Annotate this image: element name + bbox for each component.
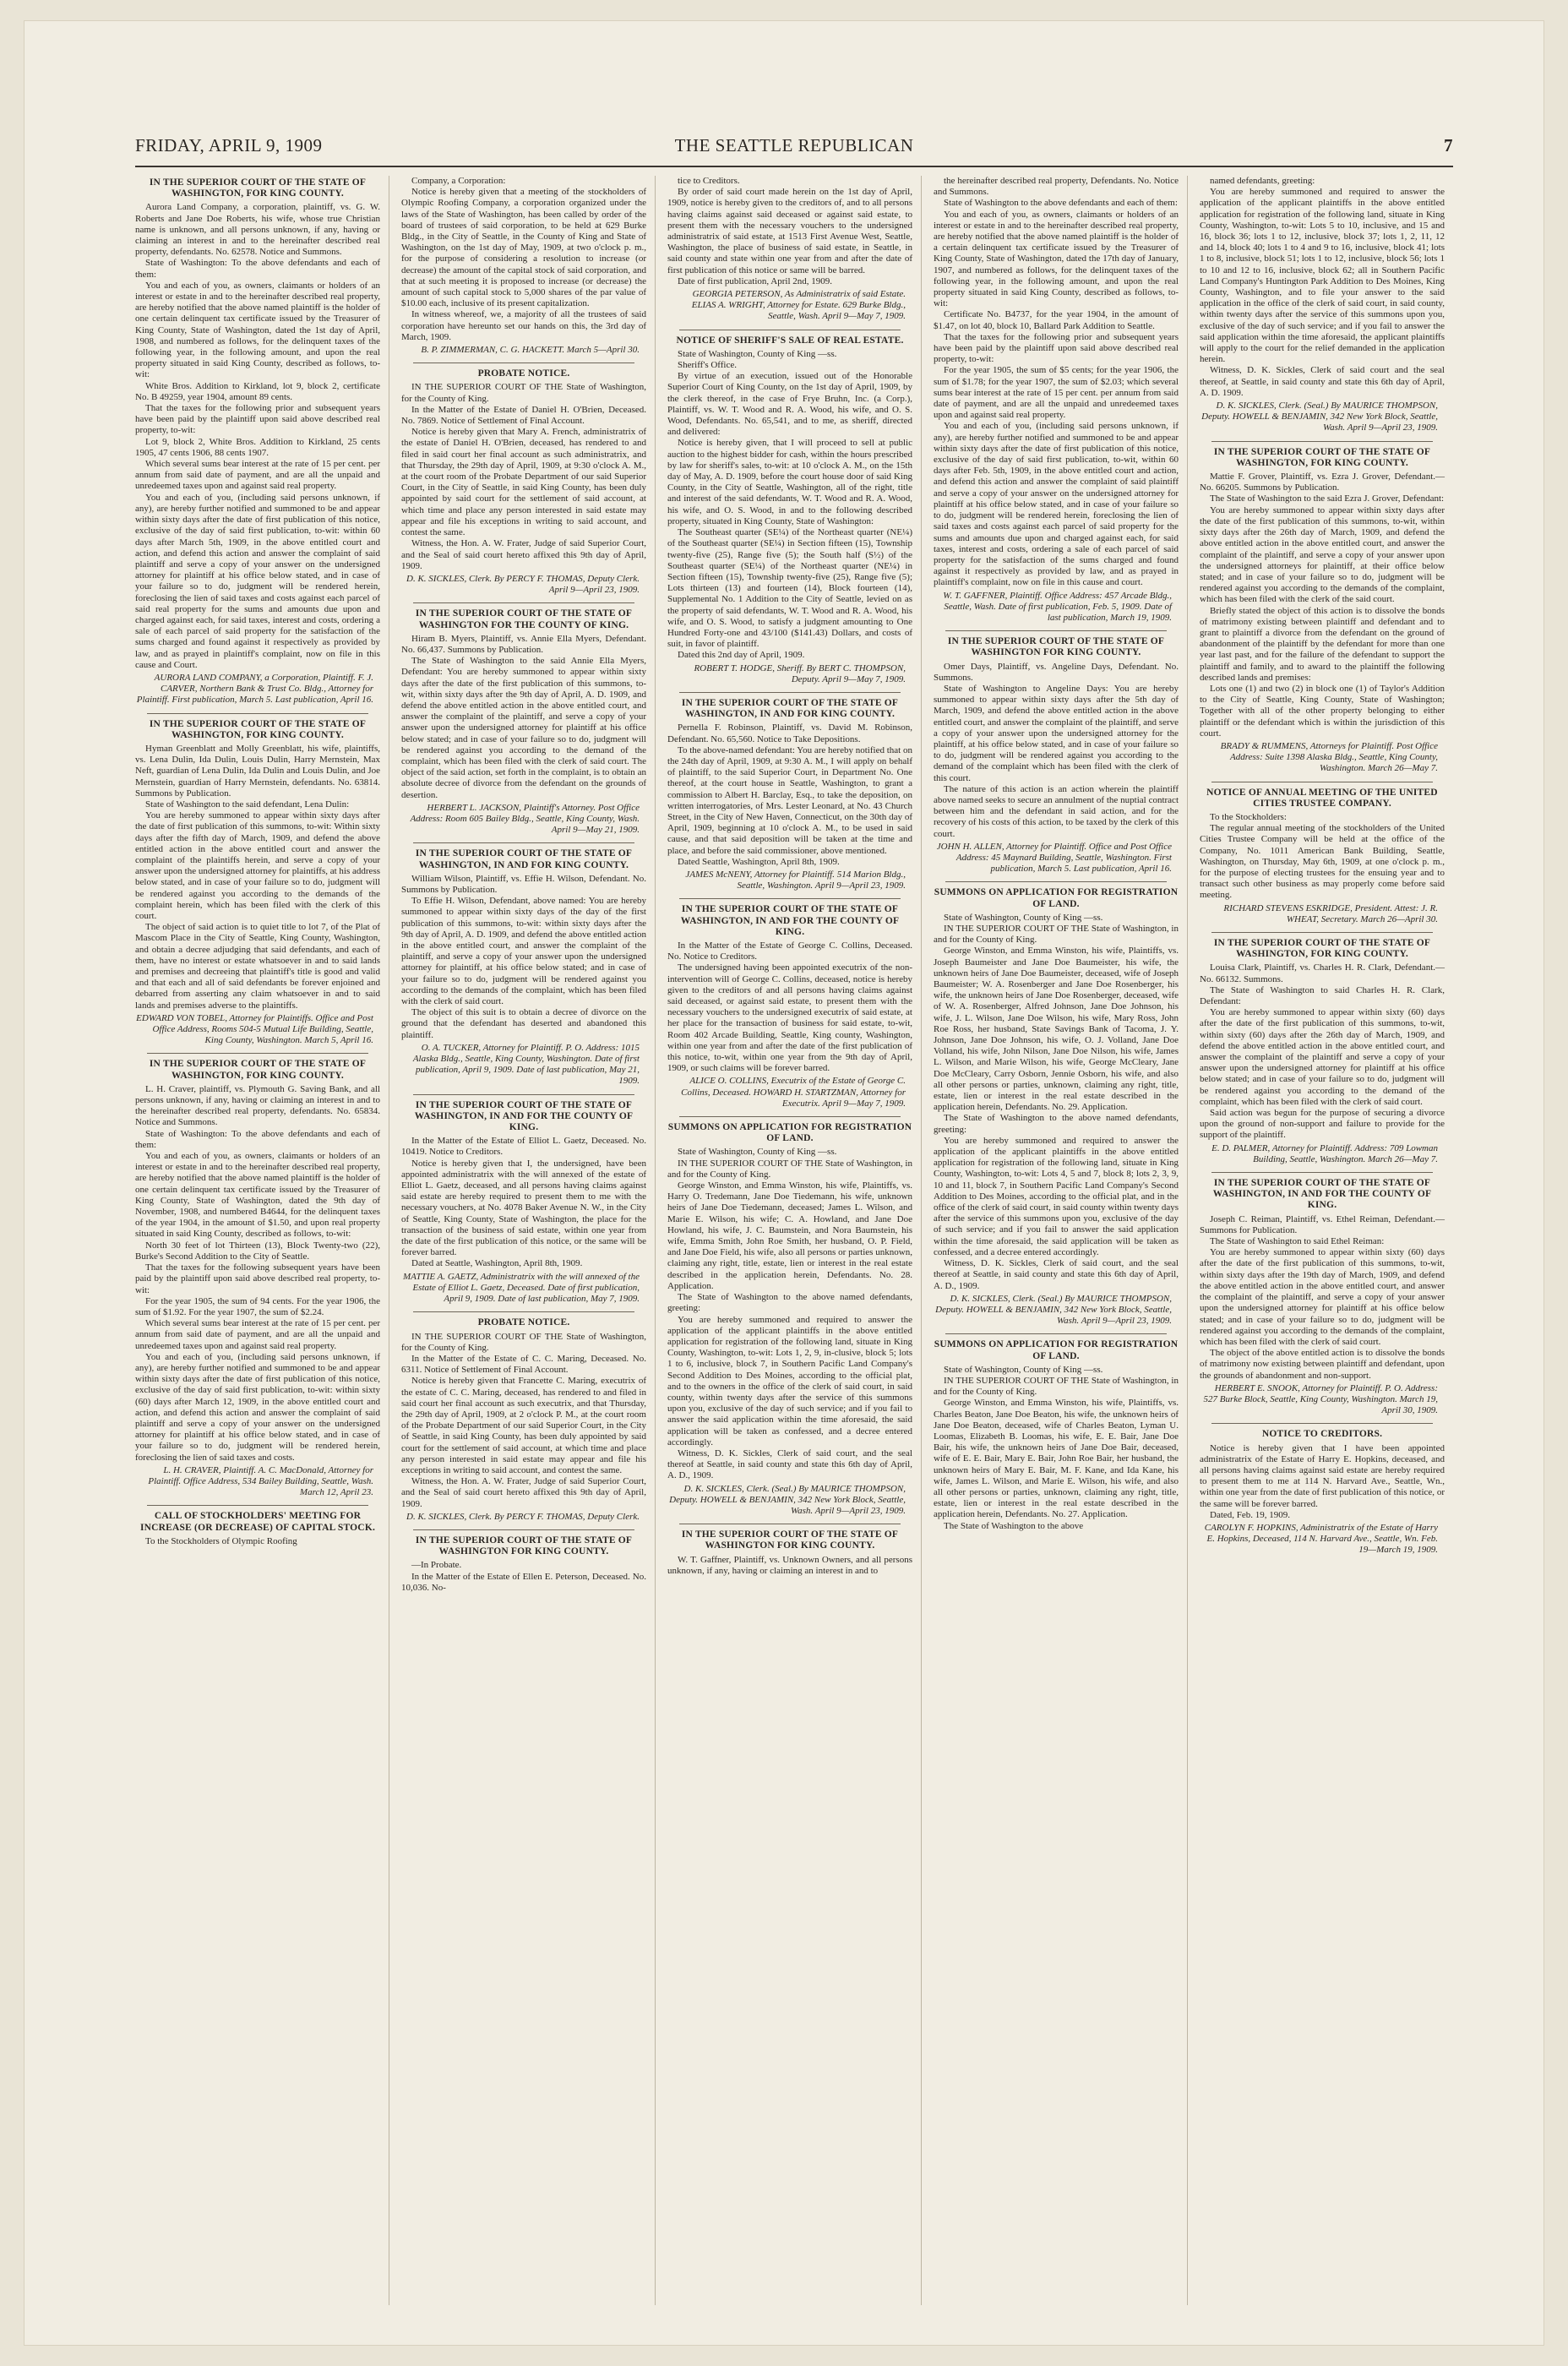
notice-paragraph: The object of said action is to quiet title to lot 7, of the Plat of Mascom Place in the City of Seattle, King County, Washington, and obtain a decree adjudging that said defendants, and each of them, have no interest or estate whatsoever in and to said lands and premises and decreeing that plaintiff's title is good and valid and that each and all of said defendants be forever enjoined and debarred from asserting any claim whatsoever in and to said lands and premises adverse to the plaintiffs. (135, 922, 380, 1011)
notice-heading: SUMMONS ON APPLICATION FOR REGISTRATION OF LAND. (667, 1122, 912, 1144)
notice-paragraph: In the Matter of the Estate of Elliot L. Gaetz, Deceased. No. 10419. Notice to Creditors. (401, 1136, 646, 1158)
notice-paragraph: You are hereby summoned to appear within sixty days after the date of the first publication of this summons, to-wit, within sixty days after the 26th day of March, 1909, and defend the above entitled action in the above entitled court, and answer the complaint of the plaintiff, and serve a copy of your answer upon the undersigned attorneys for plaintiff, at their office below stated; and in case of your failure so to do, judgment will be rendered against you according to the demands of the complaint, which has been filed with the clerk of the said court. (1200, 504, 1445, 605)
legal-notice (135, 719, 380, 1047)
notice-paragraph: IN THE SUPERIOR COURT OF THE State of Washington, in and for the County of King. (934, 924, 1179, 946)
notice-signature: L. H. CRAVER, Plaintiff. A. C. MacDonald, Attorney for Plaintiff. Office Address, 534 Bailey Building, Seattle, Wash. March 12, April 23. (148, 1464, 373, 1498)
notice-divider (413, 602, 634, 603)
notice-body (667, 1555, 912, 1577)
notice-divider (1211, 1423, 1433, 1424)
notice-paragraph: —In Probate. (411, 1560, 462, 1571)
notice-paragraph: Notice is hereby given that Mary A. French, administratrix of the estate of Daniel H. O'Brien, deceased, has rendered to and filed in said court her final account as such administratrix, and that Thursday, the 29th day of April, 1909, at 9:30 o'clock A. M., at the court room of the Probate Department of our said Superior Court, in the City of Seattle, in said King County, has been duly appointed by said court for the settlement of said account, at which time and place any person interested in said estate may appear and file his exceptions in writing to said account, and contest the same. (401, 427, 646, 538)
notice-paragraph: You and each of you, as owners, claimants or holders of an interest or estate in and to the hereinafter described real property, are hereby notified that the above named plaintiff is the holder of one certain delinquent tax certificate issued by the Treasurer of King County, State of Washington, dated the 1st day of April, 1908, and numbered as follows, for the delinquent taxes of the following year, in the following amount, and upon the real property situated in said King County, described as follows, to-wit: (135, 280, 380, 380)
notice-body (667, 940, 912, 1074)
notice-signature: ALICE O. COLLINS, Executrix of the Estate of George C. Collins, Deceased. HOWARD H. STARTZMAN, Attorney for Executrix. April 9—May 7, 1909. (681, 1076, 906, 1109)
notice-paragraph: State of Washington, County of King —ss. (678, 1147, 837, 1158)
notice-paragraph: State of Washington, County of King —ss. (944, 1364, 1103, 1375)
notice-paragraph: In the Matter of the Estate of Daniel H. O'Brien, Deceased. No. 7869. Notice of Settlement of Final Account. (401, 404, 646, 427)
notice-paragraph: IN THE SUPERIOR COURT OF THE State of Washington, for the County of King. (401, 1331, 646, 1353)
notice-paragraph: tice to Creditors. (678, 176, 740, 186)
notice-paragraph: Notice is hereby given that a meeting of the stockholders of Olympic Roofing Company, a corporation organized under the laws of the State of Washington, has been called by order of the board of trustees of said corporation, to be held at 629 Burke Bldg., in the City of Seattle, in the County of King and State of Washington, on the 1st day of May, 1909, at two o'clock p. m., for the purpose of considering a resolution to increase (or decrease) the amount of the capital stock of said corporation, and that at such meeting it is proposed to increase (or decrease) the amount of such capital stock to 5,000 shares of the par value of $10.00 each, inclusive of its present capitalization. (401, 187, 646, 309)
notice-heading: IN THE SUPERIOR COURT OF THE STATE OF WASHINGTON, FOR KING COUNTY. (1213, 938, 1431, 960)
notice-paragraph: That the taxes for the following subsequent years have been paid by the plaintiff upon said above described real property, to-wit: (135, 1262, 380, 1295)
column-3 (667, 176, 922, 2305)
notice-heading: IN THE SUPERIOR COURT OF THE STATE OF WASHINGTON, IN AND FOR KING COUNTY. (415, 848, 633, 870)
notice-paragraph: That the taxes for the following prior and subsequent years have been paid by the plaintiff upon said above described real property, to-wit: (934, 331, 1179, 365)
legal-notice (135, 1511, 380, 1547)
notice-paragraph: named defendants, greeting: (1210, 176, 1315, 186)
notice-paragraph: Which several sums bear interest at the rate of 15 per cent. per annum from said date of payment, and are all the unpaid and unredeemed taxes upon and against said real property. (135, 459, 380, 492)
notice-body (1200, 472, 1445, 739)
notice-body (401, 874, 646, 1041)
notice-signature: JOHN H. ALLEN, Attorney for Plaintiff. Office and Post Office Address: 45 Maynard Building, Seattle, Washington. First publication, March 5. Last publication, April 16. (936, 841, 1172, 875)
notice-paragraph: Louisa Clark, Plaintiff, vs. Charles H. R. Clark, Defendant.—No. 66132. Summons. (1200, 962, 1445, 984)
notice-paragraph: The nature of this action is an action wherein the plaintiff above named seeks to secure an annulment of the nuptial contract between him and the defendant in said action, and for the recovery of his costs of this action, to be taxed by the clerk of this court. (934, 783, 1179, 839)
notice-paragraph: Company, a Corporation: (411, 176, 506, 186)
notice-paragraph: Certificate No. B4737, for the year 1904, in the amount of $1.47, on lot 40, block 10, Ballard Park Addition to Seattle. (934, 309, 1179, 331)
notice-paragraph: The State of Washington to the said Annie Ella Myers, Defendant: You are hereby summoned to appear within sixty days after the date of the first publication of this summons, to-wit, within sixty days after the 9th day of April, A. D. 1909, and defend the above entitled action in the above entitled court, and answer the complaint of the plaintiff, and serve a copy of your answer upon the undersigned attorney for plaintiff at his office below stated; and in case of your failure so to do, judgment will be rendered against you according to the demand of the complaint, which has been filed with the clerk of said court. The object of the said action, set forth in the complaint, is to obtain an absolute decree of divorce from the defendant on the grounds of desertion. (401, 656, 646, 800)
notice-paragraph: Dated this 2nd day of April, 1909. (678, 650, 805, 661)
notice-signature: O. A. TUCKER, Attorney for Plaintiff. P. O. Address: 1015 Alaska Bldg., Seattle, King County, Washington. Date of first publication, April 9, 1909. Date of last publication, May 21, 1909. (412, 1042, 640, 1087)
notice-body (1200, 812, 1445, 902)
notice-body (401, 176, 646, 343)
notice-paragraph: L. H. Craver, plaintiff, vs. Plymouth G. Saving Bank, and all persons unknown, if any, having or claiming an interest in and to the hereinafter described real property, defendants. No. 65834. Notice and Summons. (135, 1083, 380, 1128)
notice-paragraph: State of Washington: To the above defendants and each of them: (135, 1128, 380, 1150)
notice-paragraph: Dated at Seattle, Washington, April 8th, 1909. (411, 1258, 583, 1269)
legal-notice (934, 1339, 1179, 1531)
notice-body (1200, 1443, 1445, 1521)
notice-paragraph: IN THE SUPERIOR COURT OF THE State of Washington, in and for the County of King. (667, 1158, 912, 1180)
notice-divider (147, 1053, 368, 1054)
notice-body (934, 176, 1179, 589)
notice-signature: D. K. SICKLES, Clerk. (Seal.) By MAURICE THOMPSON, Deputy. HOWELL & BENJAMIN, 342 New York Block, Seattle, Wash. April 9—April 23, 1909. (669, 1483, 906, 1516)
notice-paragraph: White Bros. Addition to Kirkland, lot 9, block 2, certificate No. B 49259, year 1904, amount 89 cents. (135, 380, 380, 402)
notice-signature: MATTIE A. GAETZ, Administratrix with the will annexed of the Estate of Elliot L. Gaetz, Deceased. Date of first publication, April 9, 1909. Date of last publication, May 7, 1909. (403, 1271, 640, 1305)
notice-paragraph: You and each of you, (including said persons unknown, if any), are hereby further notified and summoned to be and appear within sixty days after the date of first publication of this notice, exclusive of the day of said first publication, to-wit, within 60 days after Feb. 5th, 1909, in the above entitled court and action, and defend this action and answer the complaint of said plaintiff and serve a copy of your answer on the undersigned attorney for plaintiff at his office below stated, and in case of your failure so to do, judgment will be rendered herein, foreclosing the lien of said taxes and costs against each parcel of said property for the sums and amounts due upon and charged against each, for said taxes, interest and costs, ordering a sale of each parcel of said property for the satisfaction of the sums charged and found against it respectively as provided by law, and as prayed in plaintiff's complaint, now on file in this cause and court. (934, 421, 1179, 588)
notice-body (667, 349, 912, 662)
notice-paragraph: George Winston, and Emma Winston, his wife, Plaintiffs, vs. Charles Beaton, Jane Doe Beaton, his wife, the unknown heirs of Jane Doe Beaton, deceased, wife of Charles Beaton, Lyman U. Loomas, Elizabeth B. Loomas, his wife, E. E. Bair, Jane Doe Bair, his wife, the unknown heirs of Jane Doe Bair, deceased, wife of E. E. Bair, Mary E. Bair, John Roe Bair, her husband, the unknown heirs of Mary E. Bair, M. F. Kane, and Ida Kane, his wife, James L. Wilson, and Marie E. Wilson, his wife, and also all other persons or parties, unknown, claiming any right, title, estate, lien or interest in the real estate described in the application herein, Defendants. No. 27. Application. (934, 1398, 1179, 1520)
notice-signature: JAMES McNENY, Attorney for Plaintiff. 514 Marion Bldg., Seattle, Washington. April 9—April 23, 1909. (685, 869, 906, 891)
notice-paragraph: You are hereby summoned and required to answer the application of the applicant plaintiffs in the above entitled application for registration of the following land, situate in King County, Washington, to-wit: Lots 1, 2, 9, in-clusive, block 5; lots 1 to 6, inclusive, block 7, in Southern Pacific Land Company's Second Addition to Des Moines, according to the official plat, and to the owners in the office of the clerk of said court, in said county, within twenty days after the service of this summons upon you, exclusive of the day of such service; and if you fail to answer the said application within the time aforesaid, the said application will be taken as confessed, and a decree entered accordingly. (667, 1314, 912, 1447)
notice-paragraph: William Wilson, Plaintiff, vs. Effie H. Wilson, Defendant. No. Summons by Publication. (401, 873, 646, 895)
notice-signature: D. K. SICKLES, Clerk. By PERCY F. THOMAS, Deputy Clerk. April 9—April 23, 1909. (406, 573, 640, 596)
notice-paragraph: You are hereby summoned and required to answer the application of the applicant plaintiffs in the above entitled application for registration of the following land, situate in King County, Washington, to-wit: Lots 4, 5 and 7, block 8; lots 2, 3, 9, 10 and 11, block 7, in Southern Pacific Land Company's Second Addition to Des Moines, according to the official plat, and in the office of the clerk of said court, in said county within twenty days after the service of this summons upon you, exclusive of the day of such service; and if you fail to answer the said application within the time aforesaid, the said application will be taken as confessed, and a decree entered accordingly. (934, 1135, 1179, 1257)
legal-notice (934, 887, 1179, 1327)
notice-paragraph: IN THE SUPERIOR COURT OF THE State of Washington, for the County of King. (401, 382, 646, 404)
notice-paragraph: For the year 1905, the sum of 94 cents. For the year 1906, the sum of $1.92. For the year 1907, the sum of $2.24. (135, 1295, 380, 1317)
notice-heading: IN THE SUPERIOR COURT OF THE STATE OF WASHINGTON, FOR KING COUNTY. (149, 1059, 367, 1081)
legal-notice (667, 1529, 912, 1577)
legal-notice (667, 176, 912, 323)
notice-signature: E. D. PALMER, Attorney for Plaintiff. Address: 709 Lowman Building, Seattle, Washington. March 26—May 7. (1211, 1142, 1438, 1164)
legal-notice (1200, 938, 1445, 1165)
notice-heading: SUMMONS ON APPLICATION FOR REGISTRATION OF LAND. (934, 887, 1179, 909)
legal-notice (1200, 1429, 1445, 1556)
notice-paragraph: To the above-named defendant: You are hereby notified that on the 24th day of April, 1909, at 9:30 A. M., I will apply on behalf of plaintiff, to the said Superior Court, in Department No. One thereof, at the court house in Seattle, Washington, to grant a commission to Albert H. Barclay, Esq., to take the deposition, on written interrogatories, of Mrs. Lester Leonard, at No. 43 Church Street, in the City of New Haven, Connecticut, on the 30th day of April, 1909, beginning at 10 o'clock A. M., to be used in said cause, and that said deposition will be taken at the time and place, and before the said commissioner, above mentioned. (667, 744, 912, 856)
notice-paragraph: To the Stockholders of Olympic Roofing (145, 1535, 297, 1546)
newspaper-title: THE SEATTLE REPUBLICAN (674, 135, 914, 155)
notice-heading: CALL OF STOCKHOLDERS' MEETING FOR INCREASE (OR DECREASE) OF CAPITAL STOCK. (139, 1511, 376, 1533)
notice-paragraph: You are hereby summoned and required to answer the application of the applicant plaintiffs in the above entitled application for registration of the following land, situate in King County, Washington, to-wit: Lots 5 to 10, inclusive, and 15 and 16, block 36; lots 1 to 12, inclusive, block 37; lots 1, 2, 11, 12 and 14, block 40; lots 1 to 4 and 9 to 16, inclusive, block 41; lots 1 to 8, inclusive, block 51; lots 1 to 12, inclusive, block 56; lots 1 to 10 and 12 to 16, inclusive, block 62; all in Southern Pacific Land Company's Huntington Park Addition to Des Moines, King County, Washington, and to file your answer to the said application in the office of the clerk of said court, in said county, within twenty days after the service of this summons upon you, exclusive of the day of such service; and if you fail to answer the said application within the time aforesaid, the applicant plaintiffs will apply to the court for the relief demanded in the application herein. (1200, 187, 1445, 365)
notice-paragraph: Which several sums bear interest at the rate of 15 per cent. per annum from said date of payment, and are all the unpaid and unredeemed taxes upon and against said real property. (135, 1318, 380, 1351)
legal-notice (401, 1535, 646, 1594)
legal-notice (934, 636, 1179, 875)
notice-paragraph: State of Washington to the said defendant, Lena Dulin: (145, 799, 350, 810)
notice-paragraph: Witness, D. K. Sickles, Clerk of said court, and the seal thereof at Seattle, in said county and state this 6th day of April, A. D., 1909. (934, 1258, 1179, 1291)
notice-paragraph: Notice is hereby given that I, the undersigned, have been appointed administratrix with the will annexed of the estate of Elliot L. Gaetz, deceased, and all persons having claims against said estate are hereby required to present them to me with the necessary vouchers, at No. 4078 Baker Avenue N. W., in the City of Seattle, King County, State of Washington, the place for the transaction of the business of said estate, within one year from the date of the first publication of this notice, or the same will be forever barred. (401, 1158, 646, 1258)
legal-notice (135, 177, 380, 706)
notice-signature: CAROLYN F. HOPKINS, Administratrix of the Estate of Harry E. Hopkins, Deceased, 114 N. Harvard Ave., Seattle, Wn. Feb. 19—March 19, 1909. (1204, 1522, 1438, 1556)
notice-body (1200, 176, 1445, 399)
issue-date: FRIDAY, APRIL 9, 1909 (135, 135, 323, 155)
notice-heading: IN THE SUPERIOR COURT OF THE STATE OF WASHINGTON FOR KING COUNTY. (415, 1535, 633, 1557)
notice-body (667, 1147, 912, 1481)
notice-divider (945, 1333, 1167, 1334)
notice-divider (147, 713, 368, 714)
notice-paragraph: IN THE SUPERIOR COURT OF THE State of Washington, in and for the County of King. (934, 1375, 1179, 1398)
notice-divider (945, 630, 1167, 631)
notice-heading: NOTICE OF ANNUAL MEETING OF THE UNITED CITIES TRUSTEE COMPANY. (1206, 787, 1438, 809)
notice-paragraph: The regular annual meeting of the stockholders of the United Cities Trustee Company will be held at the office of the Company, No. 1011 American Bank Building, Seattle, Washington, on Thursday, May 6th, 1909, at one o'clock p. m., for the purpose of electing trustees for the ensuing year and to transact such other business as may properly come before said meeting. (1200, 823, 1445, 901)
notice-paragraph: Joseph C. Reiman, Plaintiff, vs. Ethel Reiman, Defendant.—Summons for Publication. (1200, 1213, 1445, 1235)
notice-signature: ROBERT T. HODGE, Sheriff. By BERT C. THOMPSON, Deputy. April 9—May 7, 1909. (694, 662, 906, 684)
notice-paragraph: Witness, the Hon. A. W. Frater, Judge of said Superior Court, and the Seal of said court hereto affixed this 9th day of April, 1909. (401, 1476, 646, 1509)
notice-heading: IN THE SUPERIOR COURT OF THE STATE OF WASHINGTON, IN AND FOR THE COUNTY OF KING. (680, 904, 900, 937)
legal-notice (135, 1059, 380, 1498)
notice-heading: IN THE SUPERIOR COURT OF THE STATE OF WASHINGTON FOR THE COUNTY OF KING. (415, 608, 633, 630)
notice-divider (413, 1311, 634, 1312)
notice-divider (147, 1505, 368, 1506)
notice-divider (413, 1529, 634, 1530)
notice-body (667, 722, 912, 868)
legal-notice (1200, 788, 1445, 925)
notice-heading: IN THE SUPERIOR COURT OF THE STATE OF WASHINGTON, IN AND FOR THE COUNTY OF KING. (414, 1099, 634, 1133)
notice-paragraph: Hyman Greenblatt and Molly Greenblatt, his wife, plaintiffs, vs. Lena Dulin, Ida Dulin, Louis Dulin, Harry Mernstein, Max Neft, guardian of Lena Dulin, Ida Dulin and Louis Dulin, and Joe Mernstein, guardian of Harry Mernstein, defendants. No. 63814. Summons by Publication. (135, 743, 380, 799)
notice-body (667, 176, 912, 287)
notice-paragraph: George Winston, and Emma Winston, his wife, Plaintiffs, vs. Joseph Baumeister and Jane Doe Baumeister, his wife, the unknown heirs of Jane Doe Baumeister, deceased, wife of Joseph Baumeister; W. A. Rosenberger and Jane Doe Rosenberger, his wife, the unknown heirs of Jane Doe Rosenberger, deceased, wife of W. A. Rosenberger, Alfred Johnson, Jane Doe Johnson, his wife, J. L. Wilson, Jane Doe Wilson, his wife, Mary Ross, John Roe Ross, her husband, State Savings Bank of Tacoma, J. Y. Johnson, Jane Doe Johnson, his wife, O. J. Volland, Jane Doe Volland, his wife, John Nilson, Jane Doe Nilson, his wife, James L. Wilson, and Marie Wilson, his wife, George McCleary, Jane Doe McCleary, Carry Osborn, Jennie Osborn, his wife, and also all other persons or parties, unknown, claiming any right, title, estate, lien or interest in the real estate described in the application herein, Defendants. No. 29. Application. (934, 946, 1179, 1113)
legal-notice (667, 698, 912, 891)
notice-paragraph: For the year 1905, the sum of $5 cents; for the year 1906, the sum of $1.78; for the year 1907, the sum of $2.03; which several sums bear interest at the rate of 15 per cent. per annum from said date of payment, and are all the unpaid and unredeemed taxes upon and against said real property. (934, 365, 1179, 421)
notice-paragraph: Date of first publication, April 2nd, 1909. (678, 275, 832, 286)
notice-body (934, 662, 1179, 840)
notice-divider (679, 1116, 901, 1117)
notice-paragraph: Notice is hereby given that Francette C. Maring, executrix of the estate of C. C. Maring, deceased, has rendered to and filed in said court her final account as such executrix, and that Thursday, the 29th day of April, 1909, at 2 o'clock P. M., at the court room of the Probate Department of our said Superior Court, in the City of Seattle, in said King County, has been duly appointed by said court for the settlement of said account, at which time and place any person interested in said estate may appear and file his exceptions in writing to said account, and contest the same. (401, 1376, 646, 1475)
notice-body (1200, 962, 1445, 1141)
notice-heading: PROBATE NOTICE. (477, 1317, 570, 1328)
notice-paragraph: Witness, the Hon. A. W. Frater, Judge of said Superior Court, and the Seal of said court hereto affixed this 9th day of April, 1909. (401, 538, 646, 571)
notice-paragraph: To Effie H. Wilson, Defendant, above named: You are hereby summoned to appear within sixty days of the day of the first publication of this summons, to-wit: within sixty days after the 9th day of April, A. D. 1909, and defend the above entitled action in the above entitled court, and answer the complaint of the plaintiff, and serve a copy of your answer upon the undersigned attorney for plaintiff, at his office below stated; and in case of your failure so to do, judgment will be rendered against you according to the demands of the complaint, which has been filed with the clerk of said court. (401, 896, 646, 1007)
notice-body (135, 1536, 380, 1547)
notice-body (401, 1560, 646, 1594)
notice-paragraph: Pernella F. Robinson, Plaintiff, vs. David M. Robinson, Defendant. No. 65,560. Notice to Take Depositions. (667, 722, 912, 744)
notice-paragraph: State of Washington, County of King —ss. (944, 912, 1103, 923)
notice-divider (1211, 441, 1433, 442)
notice-paragraph: By order of said court made herein on the 1st day of April, 1909, notice is hereby given to the creditors of, and to all persons having claims against said deceased or against said estate, to present them with the necessary vouchers to the undersigned administratrix of said estate, at 1513 First Avenue West, Seattle, Washington, the place of business of said estate, in Seattle, in said county and state within one year from and after the date of first publication of this notice or same will be barred. (667, 187, 912, 275)
notice-paragraph: By virtue of an execution, issued out of the Honorable Superior Court of King County, on the 1st day of April, 1909, by the clerk thereof, in the case of Frye Bruhn, Inc. (a Corp.), Plaintiff, vs. W. T. Wood and R. A. Wood, his wife, and O. S. Wood, Defendants. No. 65,541, and to me, as sheriff, directed and delivered: (667, 371, 912, 438)
notice-heading: PROBATE NOTICE. (477, 368, 570, 379)
notice-divider (679, 692, 901, 693)
notice-paragraph: You and each of you, as owners, claimants or holders of an interest or estate in and to the hereinafter described real property, are hereby notified that the above named plaintiff is the holder of a certain delinquent tax certificate issued by the Treasurer of King County, State of Washington, dated the 17th day of January, 1907, and numbered as follows, for the delinquent taxes of the following year, in the following amount, and upon the real property situated in said King County, described as follows, to-wit: (934, 209, 1179, 309)
notice-paragraph: Briefly stated the object of this action is to dissolve the bonds of matrimony existing between plaintiff and defendant and to grant to plaintiff a divorce from the defendant on the ground of abandonment of the plaintiff by the defendant for more than one year last past, and for the failure of the defendant to support the plaintiff and family, and to award to the plaintiff the following described lands and premises: (1200, 605, 1445, 683)
notice-paragraph: George Winston, and Emma Winston, his wife, Plaintiffs, vs. Harry O. Tredemann, Jane Doe Tiedemann, his wife, unknown heirs of Jane Doe Tiedemann, deceased; James L. Wilson, and Marie E. Wilson, his wife; C. A. Howland, and Jane Doe Howland, his wife, J. C. Baumstein, and Nora Baumstein, his wife, Emma Smith, John Roe Smith, her husband, O. P. Field, and Jane Doe Field, his wife, also all persons or parties unknown, claiming any right, title, estate, lien or interest in the real estate described in the application herein, Defendants. No. 28. Application. (667, 1180, 912, 1291)
notice-paragraph: You are hereby summoned to appear within sixty (60) days after the date of the first publication of this summons, to-wit, within sixty days after the 19th day of March, 1909, and defend the above entitled action in the above entitled court, and answer the complaint of the plaintiff, and serve a copy of your answer upon the undersigned attorney for plaintiff at his office below stated; and in case of your failure so to do, judgment will be rendered against you according to the demands of the complaint, which has been filed with the clerk of said court. (1200, 1247, 1445, 1347)
notice-paragraph: The State of Washington to said Charles H. R. Clark, Defendant: (1200, 984, 1445, 1007)
notice-heading: IN THE SUPERIOR COURT OF THE STATE OF WASHINGTON, IN AND FOR THE COUNTY OF KING. (1212, 1178, 1432, 1211)
notice-paragraph: In the Matter of the Estate of Ellen E. Peterson, Deceased. No. 10,036. No- (401, 1571, 646, 1593)
notice-heading: IN THE SUPERIOR COURT OF THE STATE OF WASHINGTON FOR KING COUNTY. (947, 636, 1165, 658)
notice-signature: HERBERT L. JACKSON, Plaintiff's Attorney. Post Office Address: Room 605 Bailey Bldg., Seattle, King County, Wash. April 9—May 21, 1909. (410, 802, 640, 836)
notice-signature: RICHARD STEVENS ESKRIDGE, President. Attest: J. R. WHEAT, Secretary. March 26—April 30. (1223, 902, 1438, 924)
legal-notice (667, 335, 912, 685)
notice-divider (1211, 1172, 1433, 1173)
notice-signature: D. K. SICKLES, Clerk. (Seal.) By MAURICE THOMPSON, Deputy. HOWELL & BENJAMIN, 342 New York Block, Seattle, Wash. April 9—April 23, 1909. (935, 1293, 1172, 1327)
notice-signature: D. K. SICKLES, Clerk. (Seal.) By MAURICE THOMPSON, Deputy. HOWELL & BENJAMIN, 342 New York Block, Seattle, Wash. April 9—April 23, 1909. (1201, 401, 1438, 433)
legal-notice (401, 368, 646, 596)
legal-notice (401, 1100, 646, 1306)
legal-notice (401, 848, 646, 1087)
notice-divider (679, 898, 901, 899)
notice-paragraph: North 30 feet of lot Thirteen (13), Block Twenty-two (22), Burke's Second Addition to the City of Seattle. (135, 1240, 380, 1262)
legal-notice (401, 176, 646, 356)
notice-divider (413, 1094, 634, 1095)
notice-paragraph: The State of Washington to the above (944, 1520, 1084, 1531)
notice-paragraph: The State of Washington to the above named defendants, greeting: (934, 1113, 1179, 1135)
notice-body (401, 1332, 646, 1510)
notice-paragraph: The undersigned having been appointed executrix of the non-intervention will of George C. Collins, deceased, notice is hereby given to the creditors of and all persons having claims against said deceased, or against said estate, to present them with the necessary vouchers to the undersigned executrix of said estate, at her place for the transaction of business for said estate, to-wit, Room 402 Arcade Building, Seattle, King county, Washington, within one year from and after the date of the first publication of this notice, to-wit, within one year from the 9th day of April, 1909, or such claims will be forever barred. (667, 962, 912, 1074)
notice-paragraph: The State of Washington to said Ethel Reiman: (1210, 1236, 1385, 1247)
notice-signature: AURORA LAND COMPANY, a Corporation, Plaintiff. F. J. CARVER, Northern Bank & Trust Co. Bldg., Attorney for Plaintiff. First publication, March 5. Last publication, April 16. (136, 672, 373, 706)
notice-paragraph: You are hereby summoned to appear within sixty (60) days after the date of the first publication of this summons, to-wit, within sixty (60) days after the 26th day of March, 1909, and defend the above entitled action in the above entitled court, and answer the complaint of the plaintiff and serve a copy of your answer upon the undersigned attorney for plaintiff at his office below stated; and in case of your failure so to do, judgment will be rendered against you according to the demand of the complaint, which has been filed with the clerk of said court. (1200, 1007, 1445, 1107)
notice-paragraph: You and each of you, (including said persons unknown, if any), are hereby further notified and summoned to be and appear within sixty days after the date of first publication of this notice, exclusive of the day of said first publication, to-wit: within 60 days after March 5th, 1909, in the above entitled court and action, and defend this action and answer the complaint of said plaintiff and serve a copy of your answer on the undersigned attorney for plaintiff at his office below stated, and in case of your failure so to do, judgment will be rendered herein, foreclosing the lien of said taxes and costs against each parcel of said real property for the sums and amounts due upon and charged against each, for said taxes, interest and costs, ordering a sale of each parcel of said property for the satisfaction of the sums charged and found against it respectively as provided by law, and as prayed in plaintiff's complaint, now on file in this cause and Court. (135, 492, 380, 670)
notice-heading: IN THE SUPERIOR COURT OF THE STATE OF WASHINGTON, FOR KING COUNTY. (149, 718, 367, 740)
notice-divider (413, 842, 634, 843)
legal-notice (1200, 176, 1445, 434)
notice-paragraph: In witness whereof, we, a majority of all the trustees of said corporation have hereunto set our hands on this, the 3rd day of March, 1909. (401, 309, 646, 342)
notice-paragraph: The State of Washington to the said Ezra J. Grover, Defendant: (1210, 493, 1445, 504)
notice-paragraph: Lots one (1) and two (2) in block one (1) of Taylor's Addition to the City of Seattle, King County, State of Washington; Together with all of the other property belonging to either plaintiff or the defendant which is within the jurisdiction of this court. (1200, 683, 1445, 739)
notice-divider (945, 881, 1167, 882)
notice-signature: W. T. GAFFNER, Plaintiff. Office Address: 457 Arcade Bldg., Seattle, Wash. Date of first publication, Feb. 5, 1909. Date of last publication, March 19, 1909. (943, 590, 1172, 623)
notice-paragraph: Notice is hereby given, that I will proceed to sell at public auction to the highest bidder for cash, within the hours prescribed by law for sheriff's sales, to-wit: at 10 o'clock A. M., on the 15th day of May, A. D. 1909, before the court house door of said King County, in the City of Seattle, Washington, all of the right, title and interest of the said defendants, W. T. Wood and R. A. Wood, his wife, and O. S. Wood, in and to the following described property, situated in King County, State of Washington: (667, 438, 912, 526)
notice-body (135, 1084, 380, 1464)
notice-signature: HERBERT E. SNOOK, Attorney for Plaintiff. P. O. Address: 527 Burke Block, Seattle, King County, Washington. March 19, April 30, 1909. (1203, 1382, 1438, 1416)
page-header (135, 132, 1453, 167)
notice-paragraph: Sheriff's Office. (678, 360, 738, 371)
notice-body (135, 202, 380, 671)
notice-paragraph: In the Matter of the Estate of George C. Collins, Deceased. No. Notice to Creditors. (667, 940, 912, 962)
notice-heading: IN THE SUPERIOR COURT OF THE STATE OF WASHINGTON, IN AND FOR KING COUNTY. (681, 697, 899, 720)
notice-paragraph: To the Stockholders: (1210, 811, 1287, 822)
legal-notice (401, 1317, 646, 1523)
notice-paragraph: You are hereby summoned to appear within sixty days after the date of first publication of this summons, to-wit: Within sixty days after the fifth day of March, 1909, and defend the above entitled action in the above entitled court and answer the complaint of the plaintiffs herein, and serve a copy of your answer upon the undersigned attorney for plaintiffs, at his address below stated, and in case of your failure so to do, judgment will be rendered against you according to the demands of the complaint herein, which has been filed with the clerk of this court. (135, 810, 381, 921)
notice-paragraph: Dated Seattle, Washington, April 8th, 1909. (678, 856, 840, 867)
notice-body (135, 744, 380, 1011)
notice-paragraph: In the Matter of the Estate of C. C. Maring, Deceased. No. 6311. Notice of Settlement of Final Account. (401, 1353, 646, 1376)
column-2 (401, 176, 656, 2305)
newspaper-page (24, 20, 1544, 2346)
notice-paragraph: Notice is hereby given that I have been appointed administratrix of the Estate of Harry E. Hopkins, deceased, and all persons having claims against said estate are hereby required to present them to me at 114 N. Harvard Ave., Seattle, Wn., within one year from the date of first publication of this notice, or the same will be forever barred. (1200, 1442, 1445, 1509)
legal-notice (934, 176, 1179, 624)
legal-notice (401, 608, 646, 836)
notice-signature: BRADY & RUMMENS, Attorneys for Plaintiff. Post Office Address: Suite 1398 Alaska Bldg., Seattle, King County, Washington. March 26—May 7. (1220, 740, 1438, 774)
notice-paragraph: The object of the above entitled action is to dissolve the bonds of matrimony now existing between plaintiff and defendant, upon the grounds of abandonment and non-support. (1200, 1348, 1445, 1381)
notice-paragraph: Lot 9, block 2, White Bros. Addition to Kirkland, 25 cents 1905, 47 cents 1906, 88 cents 1907. (135, 436, 380, 458)
legal-notice (667, 1122, 912, 1517)
notice-paragraph: Omer Days, Plaintiff, vs. Angeline Days, Defendant. No. Summons. (934, 661, 1179, 683)
notice-paragraph: Witness, D. K. Sickles, Clerk of said court, and the seal thereof at Seattle, in said county and state this 6th day of April, A. D., 1909. (667, 1447, 912, 1481)
notice-body (401, 382, 646, 571)
notice-signature: D. K. SICKLES, Clerk. By PERCY F. THOMAS, Deputy Clerk. (406, 1511, 640, 1522)
notice-paragraph: Said action was begun for the purpose of securing a divorce upon the ground of non-support and failure to provide for the support of the plaintiff. (1200, 1108, 1445, 1141)
notice-paragraph: W. T. Gaffner, Plaintiff, vs. Unknown Owners, and all persons unknown, if any, having or claiming an interest in and to (667, 1554, 912, 1576)
notice-heading: NOTICE TO CREDITORS. (1261, 1429, 1383, 1440)
notice-paragraph: the hereinafter described real property, Defendants. No. Notice and Summons. (934, 176, 1179, 198)
notice-body (934, 1365, 1179, 1532)
notice-paragraph: The object of this suit is to obtain a decree of divorce on the ground that the defendant has deserted and abandoned this plaintiff. (401, 1007, 646, 1040)
notice-paragraph: Mattie F. Grover, Plaintiff, vs. Ezra J. Grover, Defendant.—No. 66205. Summons by Publication. (1200, 472, 1445, 493)
notice-signature: EDWARD VON TOBEL, Attorney for Plaintiffs. Office and Post Office Address, Rooms 504-5 Mutual Life Building, Seattle, King County, Washington. March 5, April 16. (136, 1012, 373, 1046)
notice-paragraph: State of Washington: To the above defendants and each of them: (135, 258, 380, 280)
notice-paragraph: That the taxes for the following prior and subsequent years have been paid by the plaintiff upon said above described real property, to-wit: (135, 403, 380, 436)
notice-paragraph: State of Washington, County of King —ss. (678, 348, 837, 359)
column-1 (135, 176, 389, 2305)
notice-paragraph: State of Washington to the above defendants and each of them: (944, 198, 1178, 209)
notice-signature: B. P. ZIMMERMAN, C. G. HACKETT. March 5—April 30. (421, 345, 640, 356)
notice-body (401, 1136, 646, 1269)
notice-paragraph: Witness, D. K. Sickles, Clerk of said court and the seal thereof, at Seattle, in said county and state this 6th day of April, A. D. 1909. (1200, 365, 1445, 398)
notice-paragraph: The State of Washington to the above named defendants, greeting: (667, 1292, 912, 1314)
notice-signature: GEORGIA PETERSON, As Administratrix of said Estate. ELIAS A. WRIGHT, Attorney for Estate. 629 Burke Bldg., Seattle, Wash. April 9—May 7, 1909. (691, 289, 906, 322)
notice-body (401, 634, 646, 801)
notice-paragraph: You and each of you, as owners, claimants or holders of an interest or estate in and to the hereinafter described real property, are hereby notified that the above named plaintiff is the holder of one certain delinquent tax certificate issued by the Treasurer of King County, State of Washington, dated the 9th day of November, 1908, and numbered B4644, for the delinquent taxes of the year 1904, in the amount of $1.50, and upon real property situated in said King County, described as follows, to-wit: (135, 1151, 380, 1240)
notice-heading: IN THE SUPERIOR COURT OF THE STATE OF WASHINGTON, FOR KING COUNTY. (149, 177, 367, 199)
legal-notice (1200, 1178, 1445, 1416)
page-number: 7 (1444, 135, 1453, 155)
notice-paragraph: State of Washington to Angeline Days: You are hereby summoned to appear within sixty days after the 5th day of March, 1909, and defend the above entitled action in the above entitled court, and answer the complaint of the plaintiff, and serve a copy of your answer upon the undersigned attorney for the plaintiff, at his office below stated, and in case of your failure so to do, judgment will be rendered against you according to the demand of the complaint which has been filed with the clerk of this court. (934, 683, 1179, 783)
notice-body (934, 913, 1179, 1292)
legal-notices-columns (135, 176, 1453, 2305)
notice-heading: NOTICE OF SHERIFF'S SALE OF REAL ESTATE. (676, 335, 904, 346)
notice-heading: SUMMONS ON APPLICATION FOR REGISTRATION OF LAND. (934, 1339, 1179, 1361)
column-5 (1200, 176, 1453, 2305)
notice-body (1200, 1214, 1445, 1382)
notice-heading: IN THE SUPERIOR COURT OF THE STATE OF WASHINGTON FOR KING COUNTY. (681, 1529, 899, 1551)
column-4 (934, 176, 1188, 2305)
notice-paragraph: Hiram B. Myers, Plaintiff, vs. Annie Ella Myers, Defendant. No. 66,437. Summons by Publication. (401, 633, 646, 655)
notice-paragraph: You and each of you, (including said persons unknown, if any), are hereby further notified and summoned to be and appear within sixty days after the date of first publication of this notice, exclusive of the day of said first publication, to-wit: within sixty (60) days after March 12, 1909, in the above entitled court and action, and defend this action and answer the complaint of said plaintiff and serve a copy of your answer on the undersigned attorney for plaintiff at his office below stated, and in case of your failure so to do, judgment will be rendered herein, foreclosing the lien of said taxes and costs. (135, 1351, 380, 1463)
notice-paragraph: Aurora Land Company, a corporation, plaintiff, vs. G. W. Roberts and Jane Doe Roberts, his wife, whose true Christian name is unknown, and all persons unknown, if any, having or claiming an interest in and to the hereinafter described real property, defendants. No. 62578. Notice and Summons. (135, 202, 380, 258)
legal-notice (667, 904, 912, 1109)
notice-divider (1211, 932, 1433, 933)
notice-paragraph: The Southeast quarter (SE¼) of the Northeast quarter (NE¼) of the Southeast quarter (SE¼) in Section fifteen (15), Township twenty-five (25), Range five (5); the South half (S½) of the Southeast quarter (SE¼) of the Northeast quarter (NE¼) in Section fifteen (15), Township twenty-five (25), Range five (5); Lots thirteen (13) and fourteen (14), Block fourteen (14), Supplemental No. 1 Addition to the City of Seattle, levied on as the property of said defendants, W. T. Wood and R. A. Wood, his wife, and O. S. Wood, to satisfy a judgment amounting to One Hundred Forty-one and 43/100 ($141.43) Dollars, and costs of suit, in favor of plaintiff. (667, 527, 912, 650)
notice-paragraph: Dated, Feb. 19, 1909. (1210, 1509, 1291, 1520)
notice-heading: IN THE SUPERIOR COURT OF THE STATE OF WASHINGTON, FOR KING COUNTY. (1213, 446, 1431, 468)
legal-notice (1200, 447, 1445, 775)
